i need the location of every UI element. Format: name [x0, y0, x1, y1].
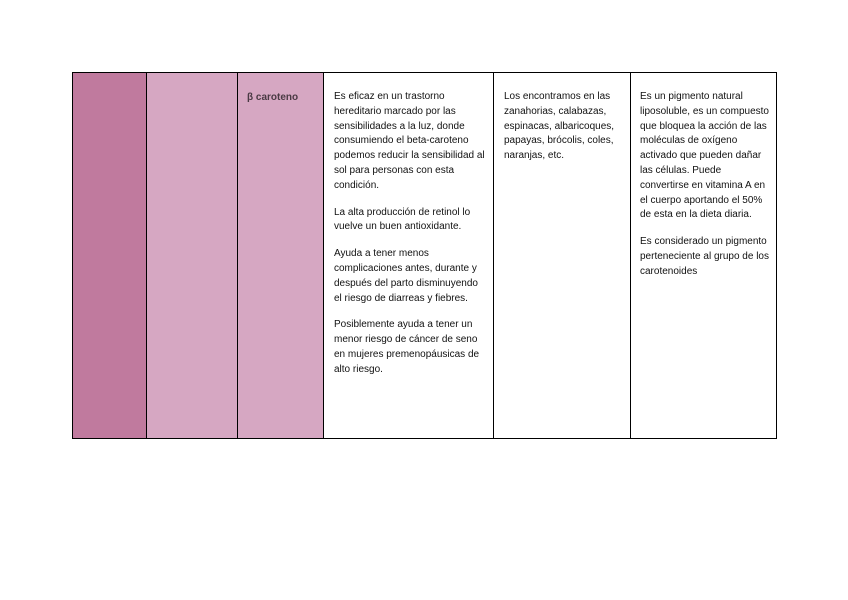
- description-cell: [631, 73, 776, 438]
- benefit-paragraph: Es eficaz en un trastorno hereditario marcado por las sensibilidades a la luz, donde consumiendo el beta-caroteno podemos reducir la sensibilidad al sol para personas con esta condición.: [334, 91, 485, 191]
- benefit-paragraph: La alta producción de retinol lo vuelve un buen antioxidante.: [334, 206, 471, 233]
- sources-paragraph: Los encontramos en las zanahorias, calabazas, espinacas, albaricoques, papayas, brócolis, coles, naranjas, etc.: [504, 91, 615, 162]
- sources-cell: [494, 73, 631, 438]
- nutrient-table-row: [72, 72, 777, 439]
- description-paragraph: Es considerado un pigmento perteneciente al grupo de los carotenoides: [640, 236, 769, 277]
- color-cell-1: [73, 73, 147, 438]
- benefit-paragraph: Ayuda a tener menos complicaciones antes, durante y después del parto disminuyendo el riesgo de diarreas y fiebres.: [334, 248, 478, 304]
- description-paragraph: Es un pigmento natural liposoluble, es un compuesto que bloquea la acción de las moléculas de oxígeno activado que pueden dañar las células. Puede convertirse en vitamina A en el cuerpo aportando el 50% de esta en la dieta diaria.: [640, 91, 769, 221]
- nutrient-name-cell: [238, 73, 324, 438]
- color-cell-2: [147, 73, 238, 438]
- benefits-cell: [324, 73, 494, 438]
- nutrient-name: β caroteno: [247, 92, 299, 103]
- benefit-paragraph: Posiblemente ayuda a tener un menor riesgo de cáncer de seno en mujeres premenopáusicas de alto riesgo.: [334, 319, 480, 375]
